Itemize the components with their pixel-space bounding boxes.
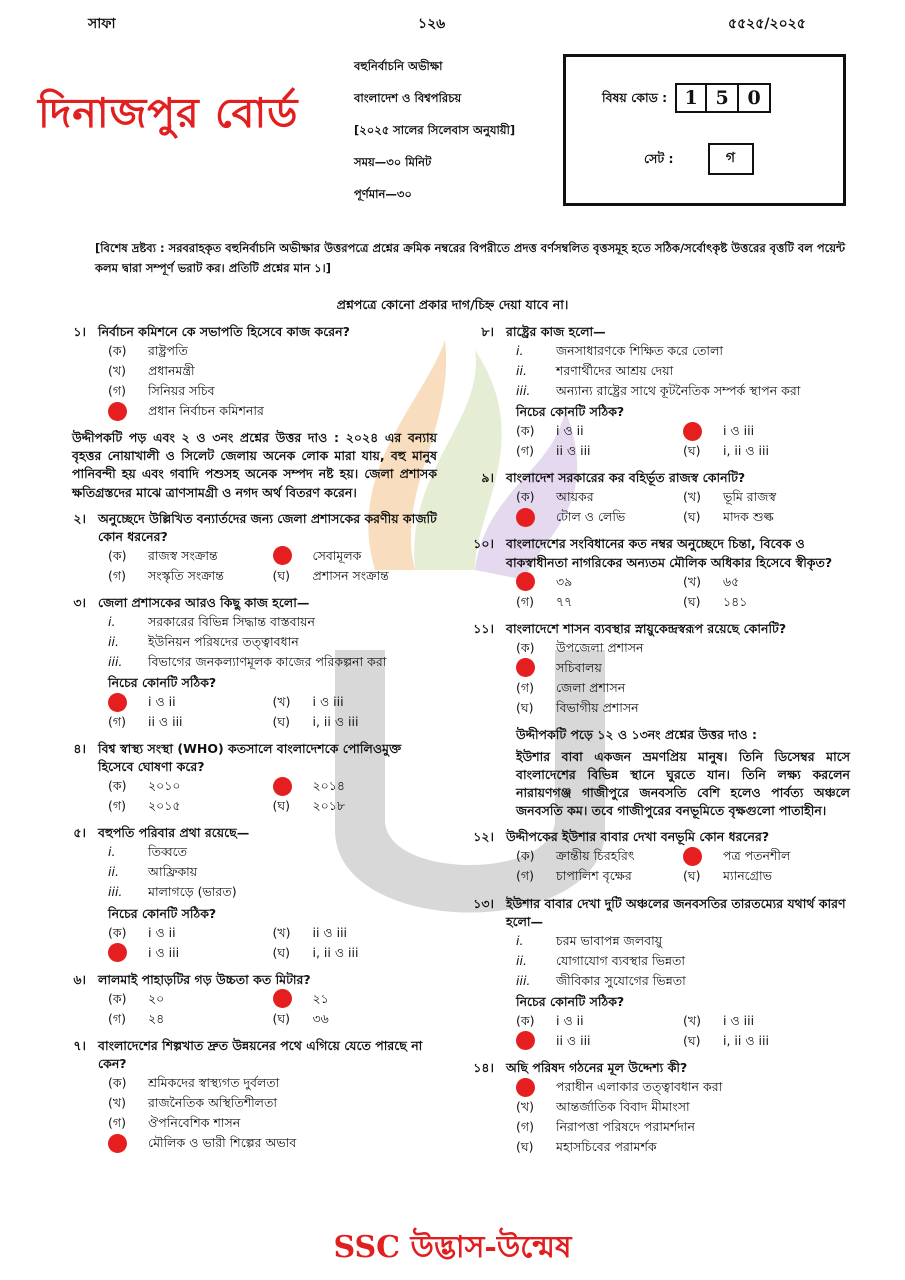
set-label: সেট : <box>644 150 674 166</box>
option-letter: (গ) <box>516 1118 534 1134</box>
option-text: রাষ্ট্রপতি <box>148 343 188 359</box>
option-text: i ও iii <box>148 944 180 960</box>
option-text: বিভাগীয় প্রশাসন <box>556 699 639 715</box>
question-9 <box>470 469 850 527</box>
option-text: মৌলিক ও ভারী শিল্পের অভাব <box>148 1134 297 1150</box>
item-numeral: ii. <box>516 952 527 968</box>
stimulus-title-2: উদ্দীপকটি পড়ে ১২ ও ১৩নং প্রশ্নের উত্তর দাও : <box>516 726 757 742</box>
option-letter: (খ) <box>272 694 291 710</box>
item-text: মালাগড়ে (ভারত) <box>148 884 237 900</box>
option-letter: (খ) <box>683 489 701 505</box>
item-text: ইউনিয়ন পরিষদের তত্ত্বাবধান <box>148 633 299 649</box>
option-text: মহাসচিবের পরামর্শক <box>556 1138 657 1154</box>
question-number: ২। <box>73 510 86 526</box>
option-text: মাদক শুল্ক <box>723 509 774 525</box>
which-correct: নিচের কোনটি সঠিক? <box>108 905 217 921</box>
option-letter: (খ) <box>683 573 701 589</box>
item-numeral: ii. <box>108 633 119 649</box>
option-text: রাজস্ব সংক্রান্ত <box>148 547 218 563</box>
question-text: বাংলাদেশ সরকারের কর বহির্ভূত রাজস্ব কোনটি? <box>506 470 746 486</box>
item-numeral: iii. <box>516 383 531 399</box>
header-right: ৫৫২৫/২০২৫ <box>728 16 806 32</box>
option-text: পরাধীন এলাকার তত্ত্বাবধান করা <box>556 1078 723 1094</box>
which-correct: নিচের কোনটি সঠিক? <box>516 404 625 420</box>
option-text: ii ও iii <box>556 1032 591 1048</box>
question-7 <box>62 1037 437 1153</box>
exam-type: বহুনির্বাচনি অভীক্ষা <box>354 59 443 73</box>
option-letter: (গ) <box>516 593 534 609</box>
option-text: i ও ii <box>556 423 584 439</box>
set-value: গ <box>708 143 754 175</box>
option-text: ২০১৮ <box>312 798 345 814</box>
board-title: দিনাজপুর বোর্ড <box>38 89 299 137</box>
answer-marker <box>273 546 292 565</box>
answer-marker <box>108 402 127 421</box>
item-numeral: i. <box>108 613 116 629</box>
option-text: প্রশাসন সংক্রান্ত <box>312 567 389 583</box>
subject-code-label: বিষয় কোড : <box>602 89 668 105</box>
warning-line: প্রশ্নপত্রে কোনো প্রকার দাগ/চিহ্ন দেয়া যাবে না। <box>336 297 569 312</box>
item-text: জীবিকার সুযোগের ভিন্নতা <box>556 972 686 988</box>
option-text: নিরাপত্তা পরিষদে পরামর্শদান <box>556 1118 695 1134</box>
question-5 <box>62 824 437 962</box>
option-text: ১৪১ <box>723 593 748 609</box>
question-number: ৮। <box>481 324 494 339</box>
question-number: ১০। <box>473 536 494 552</box>
question-3 <box>62 594 437 732</box>
question-14 <box>470 1059 850 1157</box>
item-text: আফ্রিকায় <box>148 864 198 880</box>
option-text: সচিবালয় <box>556 659 602 675</box>
item-text: বিভাগের জনকল্যাণমূলক কাজের পরিকল্পনা করা <box>148 653 387 669</box>
option-letter: (ক) <box>108 343 127 359</box>
option-letter: (ক) <box>108 778 127 794</box>
option-letter: (ক) <box>516 848 535 864</box>
footer-brand: SSC উদ্ভাস-উন্মেষ <box>333 1230 572 1265</box>
item-text: তিব্বতে <box>148 844 187 860</box>
option-letter: (খ) <box>516 1098 534 1114</box>
answer-marker <box>108 1134 127 1153</box>
option-letter: (ক) <box>108 924 127 940</box>
question-4 <box>62 740 437 816</box>
question-number: ১২। <box>473 829 494 845</box>
option-text: ঔপনিবেশিক শাসন <box>148 1114 241 1130</box>
option-text: সংস্কৃতি সংক্রান্ত <box>148 567 224 583</box>
option-text: রাজনৈতিক অস্থিতিশীলতা <box>148 1094 277 1110</box>
option-text: i ও ii <box>556 1012 584 1028</box>
question-text: বিশ্ব স্বাস্থ্য সংস্থা (WHO) কতসালে বাংলাদেশকে পোলিওমুক্ত হিসেবে ঘোষণা করে? <box>98 741 402 775</box>
option-letter: (ঘ) <box>683 868 701 884</box>
item-numeral: iii. <box>516 972 531 988</box>
option-text: ২০১০ <box>148 778 181 794</box>
option-letter: (ক) <box>516 489 535 505</box>
exam-info <box>354 58 564 218</box>
answer-marker <box>683 847 702 866</box>
option-letter: (গ) <box>108 383 126 399</box>
option-letter: (ক) <box>516 639 535 655</box>
answer-marker <box>273 989 292 1008</box>
option-letter: (ঘ) <box>683 593 701 609</box>
answer-marker <box>516 572 535 591</box>
option-text: ৬৫ <box>723 573 740 589</box>
stimulus-passage-1: উদ্দীপকটি পড় এবং ২ ও ৩নং প্রশ্নের উত্তর দাও : ২০২৪ এর বন্যায় বৃহত্তর নোয়াখালী ও সিলেট জেলায় অনেক লোক মারা যায়, বহু মানুষ পানিবন্দী হয় এবং গবাদি পশুসহ অনেক সম্পদ নষ্ট হয়। জেলা প্রশাসক ক্ষতিগ্রস্তদের মাঝে ত্রাণসামগ্রী ও নগদ অর্থ বিতরণ করেন। <box>72 430 437 500</box>
question-10 <box>470 535 850 611</box>
exam-time: সময়—৩০ মিনিট <box>354 155 432 169</box>
option-letter: (গ) <box>108 1010 126 1026</box>
question-text: জেলা প্রশাসকের আরও কিছু কাজ হলো— <box>98 594 310 610</box>
exam-syllabus: [২০২৫ সালের সিলেবাস অনুযায়ী] <box>354 123 516 137</box>
option-text: i, ii ও iii <box>312 944 359 960</box>
option-text: ভূমি রাজস্ব <box>723 489 777 505</box>
question-text: রাষ্ট্রের কাজ হলো— <box>506 324 606 339</box>
code-digit: 5 <box>707 83 739 113</box>
which-correct: নিচের কোনটি সঠিক? <box>516 993 625 1009</box>
item-numeral: iii. <box>108 653 123 669</box>
option-text: আন্তর্জাতিক বিবাদ মীমাংসা <box>556 1098 690 1114</box>
which-correct: নিচের কোনটি সঠিক? <box>108 675 217 690</box>
question-number: ১। <box>73 324 86 339</box>
option-text: ৭৭ <box>556 593 573 609</box>
option-text: i, ii ও iii <box>723 443 769 459</box>
answer-marker <box>516 508 535 527</box>
option-text: সেবামূলক <box>312 547 362 563</box>
question-text: বাংলাদেশে শাসন ব্যবস্থার স্নায়ুকেন্দ্রস্বরূপ রয়েছে কোনটি? <box>506 620 787 636</box>
option-letter: (ক) <box>516 1012 535 1028</box>
option-letter: (ঘ) <box>683 509 701 525</box>
question-number: ৭। <box>73 1037 86 1053</box>
item-text: সরকারের বিভিন্ন সিদ্ধান্ত বাস্তবায়ন <box>148 613 315 629</box>
answer-marker <box>273 777 292 796</box>
option-text: পত্র পতনশীল <box>723 848 791 864</box>
question-number: ১৪। <box>473 1059 494 1075</box>
code-digit: 1 <box>675 83 707 113</box>
option-letter: (গ) <box>108 567 126 583</box>
option-letter: (খ) <box>108 363 126 379</box>
option-text: ৩৯ <box>556 573 573 589</box>
question-2 <box>62 510 437 586</box>
option-text: প্রধানমন্ত্রী <box>148 363 195 379</box>
item-numeral: ii. <box>516 363 527 379</box>
option-letter: (ঘ) <box>272 567 290 583</box>
option-letter: (ঘ) <box>516 699 534 715</box>
question-13 <box>470 895 850 1051</box>
question-number: ৩। <box>73 594 86 610</box>
question-number: ৫। <box>73 825 86 841</box>
question-number: ৬। <box>73 971 86 987</box>
item-numeral: i. <box>516 932 524 948</box>
question-text: ইউশার বাবার দেখা দুটি অঞ্চলের জনবসতির তারতম্যের যথার্থ কারণ হলো— <box>506 895 846 929</box>
option-text: i, ii ও iii <box>723 1032 769 1048</box>
option-letter: (গ) <box>516 868 534 884</box>
option-letter: (ক) <box>516 423 535 439</box>
option-letter: (গ) <box>108 798 126 814</box>
answer-marker <box>516 1031 535 1050</box>
option-text: i ও ii <box>148 924 176 940</box>
option-text: টোল ও লেভি <box>556 509 626 525</box>
option-text: ম্যানগ্রোভ <box>723 868 772 884</box>
subject-code-digits <box>675 83 771 113</box>
item-numeral: i. <box>108 844 116 860</box>
answer-marker <box>683 422 702 441</box>
code-digit: 0 <box>739 83 771 113</box>
option-text: ii ও iii <box>148 714 183 730</box>
option-letter: (ক) <box>108 547 127 563</box>
option-text: ২১ <box>312 990 329 1006</box>
option-text: ৩৬ <box>312 1010 329 1026</box>
option-text: ii ও iii <box>312 924 348 940</box>
instruction-note: [বিশেষ দ্রষ্টব্য : সরবরাহকৃত বহুনির্বাচনি অভীক্ষার উত্তরপত্রে প্রশ্নের ক্রমিক নম্বরের বিপরীতে প্রদত্ত বর্ণসম্বলিত বৃত্তসমূহ হতে সঠিক/সর্বোৎকৃষ্ট উত্তরের বৃত্তটি বল পয়েন্ট কলম দ্বারা সম্পূর্ণ ভরাট কর। প্রতিটি প্রশ্নের মান ১।] <box>95 241 846 276</box>
option-letter: (ঘ) <box>683 443 701 459</box>
question-text: লালমাই পাহাড়টির গড় উচ্চতা কত মিটার? <box>98 971 311 987</box>
question-number: ৯। <box>481 470 494 486</box>
question-text: উদ্দীপকের ইউশার বাবার দেখা বনভূমি কোন ধরনের? <box>506 829 770 845</box>
question-number: ৪। <box>73 741 86 757</box>
option-letter: (খ) <box>683 1012 701 1028</box>
question-8 <box>470 323 850 461</box>
option-text: ক্রান্তীয় চিরহরিৎ <box>556 848 635 864</box>
question-number: ১১। <box>473 620 494 636</box>
exam-marks: পূর্ণমান—৩০ <box>354 187 412 201</box>
question-text: বহুপতি পরিবার প্রথা রয়েছে— <box>98 825 250 841</box>
item-text: চরম ভাবাপন্ন জলবায়ু <box>556 932 663 948</box>
option-letter: (ঘ) <box>516 1138 534 1154</box>
option-text: চাপালিশ বৃক্ষের <box>556 868 632 884</box>
header-center: ১২৬ <box>418 16 446 32</box>
option-letter: (ঘ) <box>272 798 290 814</box>
question-text: বাংলাদেশের শিল্পখাত দ্রুত উন্নয়নের পথে এগিয়ে যেতে পারছে না কেন? <box>98 1037 423 1071</box>
question-1 <box>62 323 437 421</box>
question-text: বাংলাদেশের সংবিধানের কত নম্বর অনুচ্ছেদে চিন্তা, বিবেক ও বাকস্বাধীনতা নাগরিকের অন্যতম মৌলিক অধিকার হিসেবে স্বীকৃত? <box>506 536 833 570</box>
option-text: i ও iii <box>723 423 755 439</box>
option-text: ২০১৪ <box>312 778 345 794</box>
item-numeral: ii. <box>108 864 119 880</box>
question-12 <box>470 828 850 886</box>
question-6 <box>62 971 437 1029</box>
option-letter: (গ) <box>516 443 534 459</box>
option-text: i, ii ও iii <box>312 714 359 730</box>
question-text: নির্বাচন কমিশনে কে সভাপতি হিসেবে কাজ করেন? <box>98 324 350 339</box>
option-text: i ও iii <box>312 694 344 710</box>
option-text: i ও iii <box>723 1012 755 1028</box>
option-text: আয়কর <box>556 489 594 505</box>
subject-code-box <box>563 54 846 206</box>
option-text: ii ও iii <box>556 443 591 459</box>
item-text: অন্যান্য রাষ্ট্রের সাথে কূটনৈতিক সম্পর্ক স্থাপন করা <box>556 383 801 399</box>
option-letter: (গ) <box>516 679 534 695</box>
option-letter: (ঘ) <box>683 1032 701 1048</box>
option-letter: (খ) <box>108 1094 126 1110</box>
option-text: ২০ <box>148 990 165 1006</box>
option-letter: (ক) <box>108 990 127 1006</box>
option-text: ২০১৫ <box>148 798 181 814</box>
answer-marker <box>516 1078 535 1097</box>
item-text: জনসাধারণকে শিক্ষিত করে তোলা <box>556 343 723 359</box>
option-letter: (ঘ) <box>272 1010 290 1026</box>
left-column <box>62 323 437 1161</box>
question-11 <box>470 620 850 718</box>
header-left: সাফা <box>88 16 116 32</box>
option-text: প্রধান নির্বাচন কমিশনার <box>148 403 264 419</box>
question-text: অছি পরিষদ গঠনের মূল উদ্দেশ্য কী? <box>506 1059 688 1075</box>
item-text: যোগাযোগ ব্যবস্থার ভিন্নতা <box>556 952 686 968</box>
option-letter: (গ) <box>108 714 126 730</box>
option-text: উপজেলা প্রশাসন <box>556 639 644 655</box>
option-text: সিনিয়র সচিব <box>148 383 215 399</box>
answer-marker <box>108 693 127 712</box>
item-numeral: i. <box>516 343 524 359</box>
right-column <box>470 323 850 1165</box>
exam-subject: বাংলাদেশ ও বিশ্বপরিচয় <box>354 91 462 105</box>
stimulus-passage-2: ইউশার বাবা একজন ভ্রমণপ্রিয় মানুষ। তিনি ডিসেম্বর মাসে বাংলাদেশের বিভিন্ন স্থানে ঘুরতে যান। তিনি লক্ষ্য করলেন নারায়ণগঞ্জ গাজীপুরে জনবসতি বেশি হলেও পার্বত্য অঞ্চলে জনবসতি কম। তবে গাজীপুরের বনভূমিতে বৃক্ষগুলো পাতাহীন। <box>516 748 850 819</box>
question-text: অনুচ্ছেদে উল্লিখিত বন্যার্তদের জন্য জেলা প্রশাসকের করণীয় কাজটি কোন ধরনের? <box>98 510 437 544</box>
item-numeral: iii. <box>108 884 123 900</box>
option-text: শ্রমিকদের স্বাস্থ্যগত দুর্বলতা <box>148 1074 280 1090</box>
answer-marker <box>516 658 535 677</box>
option-letter: (গ) <box>108 1114 126 1130</box>
answer-marker <box>108 943 127 962</box>
option-letter: (ঘ) <box>272 714 290 730</box>
option-text: ২৪ <box>148 1010 165 1026</box>
option-letter: (ঘ) <box>272 944 290 960</box>
option-letter: (ক) <box>108 1074 127 1090</box>
option-letter: (খ) <box>272 924 291 940</box>
option-text: জেলা প্রশাসন <box>556 679 626 695</box>
question-number: ১৩। <box>473 895 494 911</box>
option-text: i ও ii <box>148 694 176 710</box>
item-text: শরণার্থীদের আশ্রয় দেয়া <box>556 363 674 379</box>
